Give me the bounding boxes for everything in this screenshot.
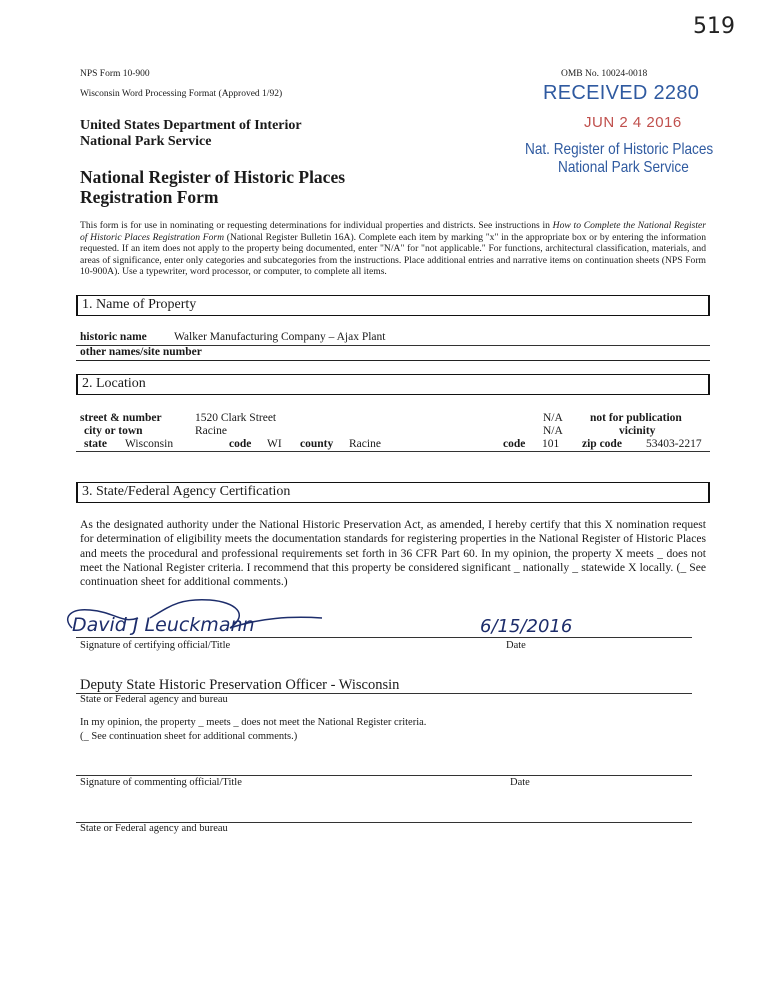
stamp-register: Nat. Register of Historic Places bbox=[525, 141, 714, 158]
divider bbox=[76, 360, 710, 361]
city-na: N/A bbox=[543, 425, 563, 437]
format-note: Wisconsin Word Processing Format (Approved 1/92) bbox=[80, 89, 283, 99]
section2-heading: 2. Location bbox=[82, 376, 146, 391]
section2-header-box bbox=[76, 374, 710, 395]
official-title: Deputy State Historic Preservation Officer - Wisconsin bbox=[80, 677, 400, 693]
date-label: Date bbox=[506, 640, 526, 651]
opinion-text: In my opinion, the property _ meets _ does not meet the National Register criteria. bbox=[80, 717, 427, 728]
signature-handwriting: David J Leuckmann bbox=[72, 614, 255, 636]
commenting-agency-label: State or Federal agency and bureau bbox=[80, 823, 228, 834]
continuation-text: (_ See continuation sheet for additional comments.) bbox=[80, 731, 298, 742]
zip-value: 53403-2217 bbox=[646, 438, 702, 450]
county-code-value: 101 bbox=[542, 438, 560, 450]
state-label: state bbox=[84, 438, 107, 450]
form-title-line2: Registration Form bbox=[80, 187, 219, 207]
street-na: N/A bbox=[543, 412, 563, 424]
omb-number: OMB No. 10024-0018 bbox=[561, 69, 648, 79]
stamp-service: National Park Service bbox=[558, 159, 689, 176]
street-label: street & number bbox=[80, 412, 162, 424]
commenting-signature-label: Signature of commenting official/Title bbox=[80, 777, 242, 788]
city-label: city or town bbox=[84, 425, 143, 437]
historic-name-label: historic name bbox=[80, 331, 147, 343]
vicinity-label: vicinity bbox=[619, 425, 656, 437]
zip-label: zip code bbox=[582, 438, 622, 450]
signature-label: Signature of certifying official/Title bbox=[80, 640, 231, 651]
section3-heading: 3. State/Federal Agency Certification bbox=[82, 484, 291, 499]
state-code-value: WI bbox=[267, 438, 282, 450]
page-number: 519 bbox=[693, 14, 735, 39]
form-number: NPS Form 10-900 bbox=[80, 69, 150, 79]
county-label: county bbox=[300, 438, 334, 450]
county-code-label: code bbox=[503, 438, 526, 450]
street-value: 1520 Clark Street bbox=[195, 412, 277, 424]
date-handwriting: 6/15/2016 bbox=[480, 616, 573, 637]
other-names-label: other names/site number bbox=[80, 346, 202, 358]
historic-name-value: Walker Manufacturing Company – Ajax Plant bbox=[174, 331, 386, 343]
code-label: code bbox=[229, 438, 252, 450]
state-value: Wisconsin bbox=[125, 438, 174, 450]
instructions-text-2: (National Register Bulletin 16A). Complete each item by marking "x" in the appropriate box or by entering the information requested. If an item does not apply to the property being documented, enter "N/A" for "not applicable." For functions, architectural classification, materials, and areas of significance, enter only categories and subcategories from the instructions. Place additional entries and narrative items on continuation sheets (NPS Form 10-900A). Use a typewriter, word processor, or computer, to complete all items. bbox=[80, 231, 706, 278]
section1-heading: 1. Name of Property bbox=[82, 297, 197, 312]
section1-header-box bbox=[76, 295, 710, 316]
department-name: United States Department of Interior bbox=[80, 118, 302, 133]
instructions bbox=[80, 220, 706, 278]
not-for-publication-label: not for publication bbox=[590, 412, 682, 424]
instructions-text-1: This form is for use in nominating or requesting determinations for individual properties and districts. See instructions in bbox=[80, 220, 553, 231]
stamp-date: JUN 2 4 2016 bbox=[584, 114, 682, 131]
agency-label: State or Federal agency and bureau bbox=[80, 694, 228, 705]
commenting-signature-line bbox=[76, 775, 692, 776]
received-stamp: RECEIVED 2280 bbox=[543, 82, 700, 104]
city-value: Racine bbox=[195, 425, 227, 437]
instructions-bulletin-title: How to Complete the National Register of Historic Places Registration Form bbox=[80, 220, 706, 243]
section3-header-box bbox=[76, 482, 710, 503]
divider bbox=[76, 451, 710, 452]
signature-line bbox=[76, 637, 692, 638]
commenting-date-label: Date bbox=[510, 777, 530, 788]
form-title-line1: National Register of Historic Places bbox=[80, 167, 346, 187]
county-value: Racine bbox=[349, 438, 381, 450]
certification-paragraph: As the designated authority under the National Historic Preservation Act, as amended, I hereby certify that this X nomination request for determination of eligibility meets the documentation standards for registering properties in the National Register of Historic Places and meets the procedural and professional requirements set forth in 36 CFR Part 60. In my opinion, the property X meets _ does not meet the National Register criteria. I recommend that this property be considered significant _ nationally _ statewide X locally. (_ See continuation sheet for additional comments.) bbox=[80, 518, 706, 589]
service-name: National Park Service bbox=[80, 134, 212, 149]
